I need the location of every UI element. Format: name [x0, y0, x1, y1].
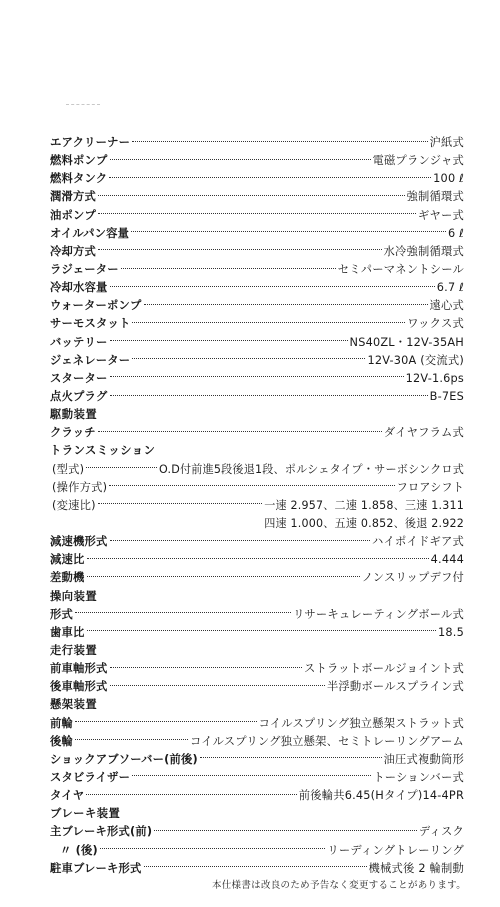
spec-value: ノンスリップデフ付	[361, 571, 464, 585]
leader-dots	[98, 503, 262, 504]
spec-value: 6.7 ℓ	[436, 281, 464, 295]
footnote: 本仕様書は改良のため予告なく変更することがあります。	[211, 880, 466, 891]
spec-row-differential	[50, 569, 464, 587]
spec-row-reduction-type	[50, 533, 464, 551]
spec-row-thermostat	[50, 315, 464, 333]
spec-value: ストラットボールジョイント式	[304, 662, 464, 676]
leader-dots	[98, 213, 416, 214]
spec-label: トランスミッション	[50, 444, 156, 458]
section-title: 操向装置	[50, 589, 98, 603]
spec-row-transmission	[50, 442, 464, 460]
spec-value: ダイヤフラム式	[383, 426, 464, 440]
spec-value: リサーキュレーティングボール式	[293, 607, 464, 621]
spec-label: スタビライザー	[50, 770, 131, 784]
spec-label: 燃料タンク	[50, 172, 108, 186]
spec-label: 後車軸形式	[50, 680, 108, 694]
leader-dots	[110, 340, 348, 341]
spec-label: 潤滑方式	[50, 190, 96, 204]
leader-dots	[132, 141, 427, 142]
spec-value: フロアシフト	[396, 480, 464, 494]
spec-label: 歯車比	[50, 625, 85, 639]
top-marks	[66, 104, 100, 105]
spec-row-steering-type	[50, 606, 464, 624]
leader-dots	[100, 848, 326, 849]
leader-dots	[109, 177, 431, 178]
leader-dots	[110, 286, 435, 287]
leader-dots	[75, 739, 188, 740]
spec-label: 冷却水容量	[50, 281, 108, 295]
spec-value: リーディングトレーリング	[327, 843, 464, 857]
spec-value: 18.5	[438, 625, 464, 639]
spec-row-gear-ratio	[50, 624, 464, 642]
spec-value: O.D付前進5段後退1段、ポルシェタイプ・サーボシンクロ式	[159, 462, 464, 476]
leader-dots	[87, 558, 429, 559]
leader-dots	[110, 376, 404, 377]
spec-label: ラジェーター	[50, 263, 119, 277]
spec-row-trans-type	[50, 461, 464, 479]
spec-label: オイルパン容量	[50, 226, 130, 240]
spec-row-fuel-pump	[50, 152, 464, 170]
spec-value: 100 ℓ	[433, 172, 464, 186]
spec-row-cooling	[50, 243, 464, 261]
section-heading-drive	[50, 406, 464, 424]
section-heading-brake	[50, 805, 464, 823]
leader-dots	[132, 775, 371, 776]
spec-label: 油ポンプ	[50, 208, 96, 222]
leader-dots	[98, 431, 382, 432]
spec-value: 12V-30A (交流式)	[367, 353, 464, 367]
spec-value: ワックス式	[407, 317, 464, 331]
spec-label: 点火プラグ	[50, 390, 108, 404]
spec-label: (変速比)	[52, 498, 96, 512]
spec-row-clutch	[50, 424, 464, 442]
spec-value: 前後輪共6.45(Hタイプ)14-4PR	[298, 789, 464, 803]
leader-dots	[109, 485, 394, 486]
spec-label: 燃料ポンプ	[50, 154, 108, 168]
spec-value: 遠心式	[429, 299, 464, 313]
spec-value: 12V-1.6ps	[405, 371, 464, 385]
spec-row-battery	[50, 334, 464, 352]
spec-row-main-brake-rear	[50, 841, 464, 859]
spec-row-oil-pump	[50, 207, 464, 225]
leader-dots	[144, 304, 428, 305]
spec-value: セミパーマネントシール	[337, 263, 464, 277]
leader-dots	[110, 685, 325, 686]
leader-dots	[110, 159, 371, 160]
spec-label: バッテリー	[50, 335, 108, 349]
spec-label: 〃 (後)	[60, 843, 98, 857]
spec-value: コイルスプリング独立懸架ストラット式	[258, 716, 464, 730]
spec-value: 一速 2.957、二速 1.858、三速 1.311	[264, 498, 464, 512]
spec-label: 前車軸形式	[50, 662, 108, 676]
spec-row-parking-brake	[50, 860, 464, 878]
spec-value: 強制循環式	[406, 190, 464, 204]
spec-label: 形式	[50, 607, 73, 621]
spec-label: ジェネレーター	[50, 353, 131, 367]
spec-label: 減速機形式	[50, 535, 108, 549]
spec-value: 四速 1.000、五速 0.852、後退 2.922	[264, 517, 464, 531]
spec-value: 水冷強制循環式	[383, 244, 464, 258]
spec-row-lubrication	[50, 188, 464, 206]
section-title: ブレーキ装置	[50, 807, 121, 821]
spec-row-stabilizer	[50, 769, 464, 787]
leader-dots	[86, 467, 157, 468]
leader-dots	[87, 576, 360, 577]
spec-value: NS40ZL・12V-35AH	[349, 335, 464, 349]
spec-row-water-pump	[50, 297, 464, 315]
spec-row-rear-axle	[50, 678, 464, 696]
section-heading-running	[50, 642, 464, 660]
leader-dots	[110, 540, 371, 541]
leader-dots	[200, 757, 382, 758]
spec-label: 主ブレーキ形式(前)	[50, 825, 153, 839]
leader-dots	[87, 630, 437, 631]
spec-value: 4.444	[430, 553, 464, 567]
leader-dots	[110, 395, 428, 396]
leader-dots	[75, 612, 291, 613]
spec-value: 機械式後 2 輪制動	[368, 861, 464, 875]
spec-row-oil-pan	[50, 225, 464, 243]
leader-dots	[121, 268, 336, 269]
spec-row-radiator	[50, 261, 464, 279]
spec-row-rear-wheel	[50, 733, 464, 751]
section-title: 駆動装置	[50, 408, 98, 422]
spec-row-fuel-tank	[50, 170, 464, 188]
spec-row-trans-ratio-2	[50, 515, 464, 533]
leader-dots	[75, 721, 257, 722]
spec-label: サーモスタット	[50, 317, 131, 331]
spec-value: 油圧式複動筒形	[383, 752, 464, 766]
leader-dots	[154, 830, 417, 831]
spec-label: クラッチ	[50, 426, 96, 440]
spec-list	[50, 134, 464, 878]
spec-label: ショックアブソーバー(前後)	[50, 752, 198, 766]
spec-row-front-axle	[50, 660, 464, 678]
spec-row-air-cleaner	[50, 134, 464, 152]
spec-label: (操作方式)	[52, 480, 108, 494]
spec-label: 差動機	[50, 571, 85, 585]
spec-value: 半浮動ボールスプライン式	[326, 680, 464, 694]
section-heading-suspension	[50, 696, 464, 714]
spec-row-generator	[50, 352, 464, 370]
spec-row-reduction-ratio	[50, 551, 464, 569]
leader-dots	[144, 866, 367, 867]
spec-value: 電磁プランジャ式	[372, 154, 464, 168]
leader-dots	[98, 195, 405, 196]
spec-row-tire	[50, 787, 464, 805]
spec-value: トーションバー式	[373, 770, 464, 784]
spec-value: B-7ES	[429, 390, 464, 404]
spec-row-shock-absorber	[50, 751, 464, 769]
spec-row-starter	[50, 370, 464, 388]
leader-dots	[110, 667, 303, 668]
spec-label: 前輪	[50, 716, 73, 730]
leader-dots	[98, 249, 382, 250]
spec-label: 駐車ブレーキ形式	[50, 861, 142, 875]
leader-dots	[132, 322, 405, 323]
spec-row-coolant	[50, 279, 464, 297]
spec-value: 6 ℓ	[447, 226, 464, 240]
spec-value: ハイポイドギア式	[372, 535, 464, 549]
section-title: 懸架装置	[50, 698, 98, 712]
spec-value: 沪紙式	[429, 136, 464, 150]
spec-row-main-brake-front	[50, 823, 464, 841]
spec-value: コイルスプリング独立懸架、セミトレーリングアーム	[189, 734, 464, 748]
spec-row-spark-plug	[50, 388, 464, 406]
spec-row-trans-ratio	[50, 497, 464, 515]
section-title: 走行装置	[50, 644, 98, 657]
spec-label: ウォーターポンプ	[50, 299, 142, 313]
leader-dots	[131, 231, 446, 232]
spec-label: 冷却方式	[50, 244, 96, 258]
leader-dots	[86, 794, 296, 795]
spec-value: ディスク	[418, 825, 464, 839]
spec-row-front-wheel	[50, 715, 464, 733]
spec-value: ギヤー式	[418, 208, 464, 222]
spec-label: スターター	[50, 371, 108, 385]
leader-dots	[132, 358, 365, 359]
spec-label: 減速比	[50, 553, 85, 567]
section-heading-steering	[50, 588, 464, 606]
spec-label: 後輪	[50, 734, 73, 748]
spec-label: タイヤ	[50, 789, 85, 803]
spec-label: エアクリーナー	[50, 136, 131, 150]
spec-row-trans-operation	[50, 479, 464, 497]
spec-label: (型式)	[52, 462, 85, 476]
